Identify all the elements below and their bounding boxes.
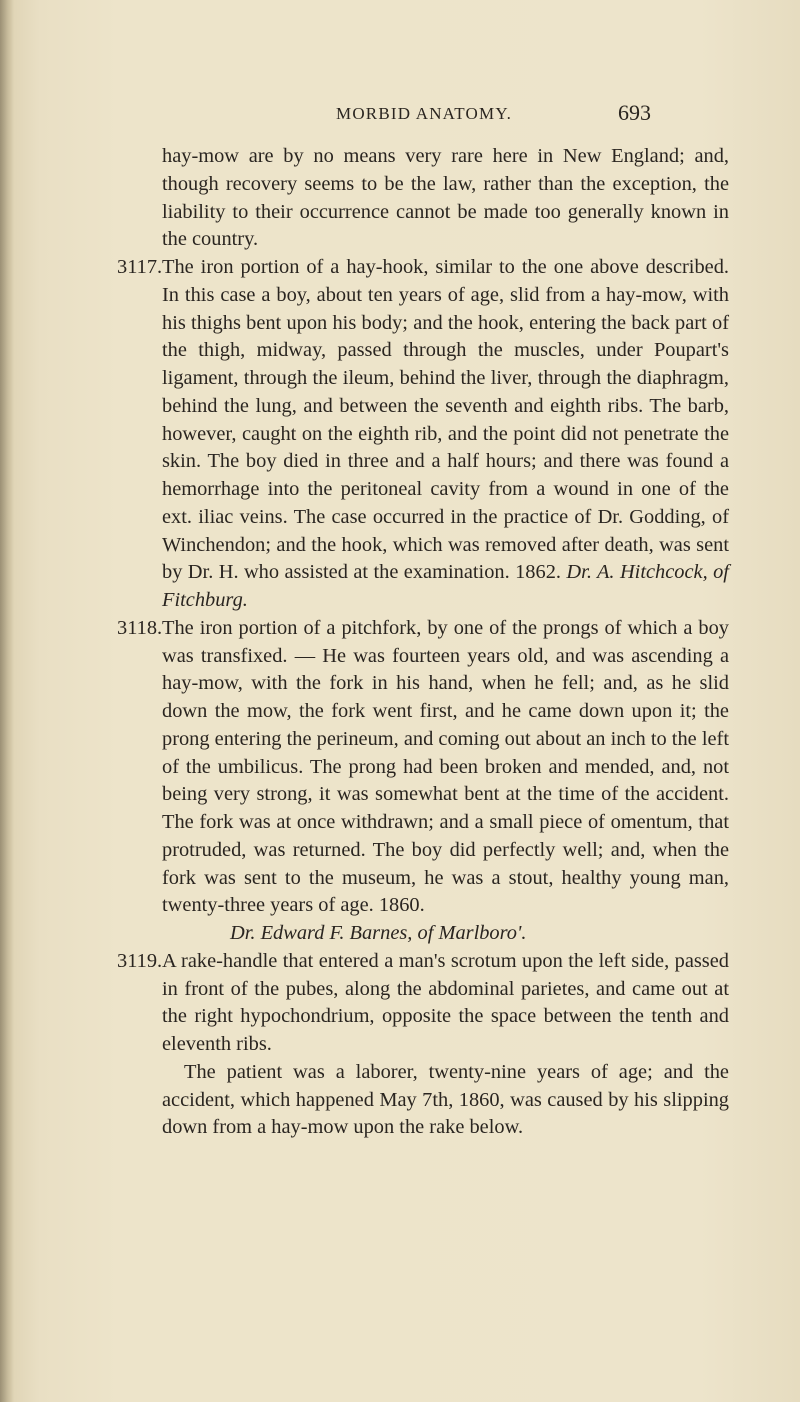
entry-attribution: Dr. Edward F. Barnes, of Marlboro'. xyxy=(230,922,527,944)
entry-number: 3119. xyxy=(117,949,163,972)
entry-attribution: Dr. A. Hitchcock, of Fitchburg. xyxy=(162,561,729,611)
page-body xyxy=(117,143,729,1142)
entry-number: 3117. xyxy=(117,256,163,278)
catalog-entry-3117 xyxy=(117,254,729,615)
entry-text: The iron portion of a hay-hook, similar to the one above described. In this case a boy, about ten years of age, slid from a hay-mow, with his thighs bent upon his body; and the hook, entering the back part of the thigh, midway, passed through the muscles, under Poupart's ligament, through the ileum, behind the liver, through the diaphragm, behind the lung, and between the seventh and eighth ribs. The barb, however, caught on the eighth rib, and the point did not penetrate the skin. The boy died in three and a half hours; and there was found a hemorrhage into the peritoneal cavity from a wound in one of the ext. iliac veins. The case occurred in the practice of Dr. Godding, of Winchendon; and the hook, which was removed after death, was sent by Dr. H. who assisted at the examination. 1862. xyxy=(162,256,729,584)
entry-number: 3118. xyxy=(117,616,163,639)
page-header xyxy=(0,100,800,134)
entry-text: A rake-handle that entered a man's scrotum upon the left side, passed in front of the pubes, along the abdominal parietes, and came out at the right hypochondrium, opposite the space between the tenth and eleventh ribs. xyxy=(162,949,729,1055)
binding-shadow xyxy=(0,0,14,1402)
catalog-entry-3118 xyxy=(117,615,729,920)
page-number: 693 xyxy=(618,100,651,125)
intro-paragraph: hay-mow are by no means very rare here in New England; and, though recovery seems to be the law, rather than the exception, the liability to their occurrence cannot be made too generally known in the country. xyxy=(162,145,729,251)
entry-text: The iron portion of a pitchfork, by one of the prongs of which a boy was transfixed. — He was fourteen years old, and was ascending a hay-mow, with the fork in his hand, when he fell; and, as he slid down the mow, the fork went first, and he came down upon it; the prong entering the perineum, and coming out about an inch to the left of the umbilicus. The prong had been broken and mended, and, not being very strong, it was somewhat bent at the time of the accident. The fork was at once withdrawn; and a small piece of omentum, that protruded, was returned. The boy did perfectly well; and, when the fork was sent to the museum, he was a stout, healthy young man, twenty-three years of age. 1860. xyxy=(162,616,729,917)
running-head: MORBID ANATOMY. xyxy=(336,104,513,123)
catalog-entry-3119 xyxy=(117,948,729,1059)
entry-continuation: The patient was a laborer, twenty-nine years of age; and the accident, which happened May 7th, 1860, was caused by his slipping down from a hay-mow upon the rake below. xyxy=(162,1060,729,1139)
